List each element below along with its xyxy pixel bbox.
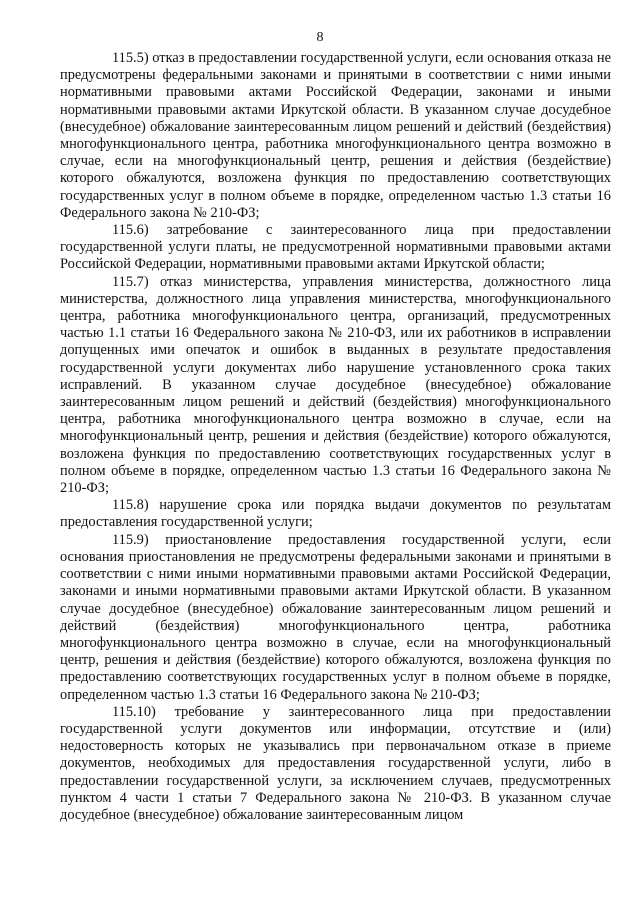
document-body [60,50,611,824]
paragraph-115-9: 115.9) приостановление предоставления государственной услуги, если основания приостановления не предусмотрены федеральными законами и принятыми в соответствии с ними иными нормативными правовыми актами Российской Федерации, законами и иными нормативными правовыми актами Иркутской области. В указанном случае досудебное (внесудебное) обжалование заинтересованным лицом решений и действий (бездействия) многофункционального центра, работника многофункционального центра возможно в случае, если на многофункциональный центр, решения и действия (бездействие) которого обжалуются, возложена функция по предоставлению соответствующих государственных услуг в полном объеме в порядке, определенном частью 1.3 статьи 16 Федерального закона № 210-ФЗ; [60,531,611,703]
paragraph-115-8: 115.8) нарушение срока или порядка выдачи документов по результатам предоставления государственной услуги; [60,497,611,531]
paragraph-115-7: 115.7) отказ министерства, управления министерства, должностного лица министерства, должностного лица управления министерства, многофункционального центра, работника многофункционального центра, организаций, предусмотренных частью 1.1 статьи 16 Федерального закона № 210-ФЗ, или их работников в исправлении допущенных ими опечаток и ошибок в выданных в результате предоставления государственной услуги документах либо нарушение установленного срока таких исправлений. В указанном случае досудебное (внесудебное) обжалование заинтересованным лицом решений и действий (бездействия) многофункционального центра, работника многофункционального центра возможно в случае, если на многофункциональный центр, решения и действия (бездействие) которого обжалуются, возложена функция по предоставлению соответствующих государственных услуг в полном объеме в порядке, определенном частью 1.3 статьи 16 Федерального закона № 210-ФЗ; [60,273,611,497]
paragraph-115-10: 115.10) требование у заинтересованного лица при предоставлении государственной услуги документов или информации, отсутствие и (или) недостоверность которых не указывались при первоначальном отказе в приеме документов, необходимых для предоставления государственной услуги, либо в предоставлении государственной услуги, за исключением случаев, предусмотренных пунктом 4 части 1 статьи 7 Федерального закона № 210-ФЗ. В указанном случае досудебное (внесудебное) обжалование заинтересованным лицом [60,703,611,823]
paragraph-115-5: 115.5) отказ в предоставлении государственной услуги, если основания отказа не предусмотрены федеральными законами и принятыми в соответствии с ними иными нормативными правовыми актами Российской Федерации, законами и иными нормативными правовыми актами Иркутской области. В указанном случае досудебное (внесудебное) обжалование заинтересованным лицом решений и действий (бездействия) многофункционального центра, работника многофункционального центра возможно в случае, если на многофункциональный центр, решения и действия (бездействие) которого обжалуются, возложена функция по предоставлению соответствующих государственных услуг в полном объеме в порядке, определенном частью 1.3 статьи 16 Федерального закона № 210-ФЗ; [60,50,611,221]
paragraph-115-6: 115.6) затребование с заинтересованного лица при предоставлении государственной услуги платы, не предусмотренной нормативными правовыми актами Российской Федерации, нормативными правовыми актами Иркутской области; [60,222,611,273]
page-number: 8 [316,30,324,45]
